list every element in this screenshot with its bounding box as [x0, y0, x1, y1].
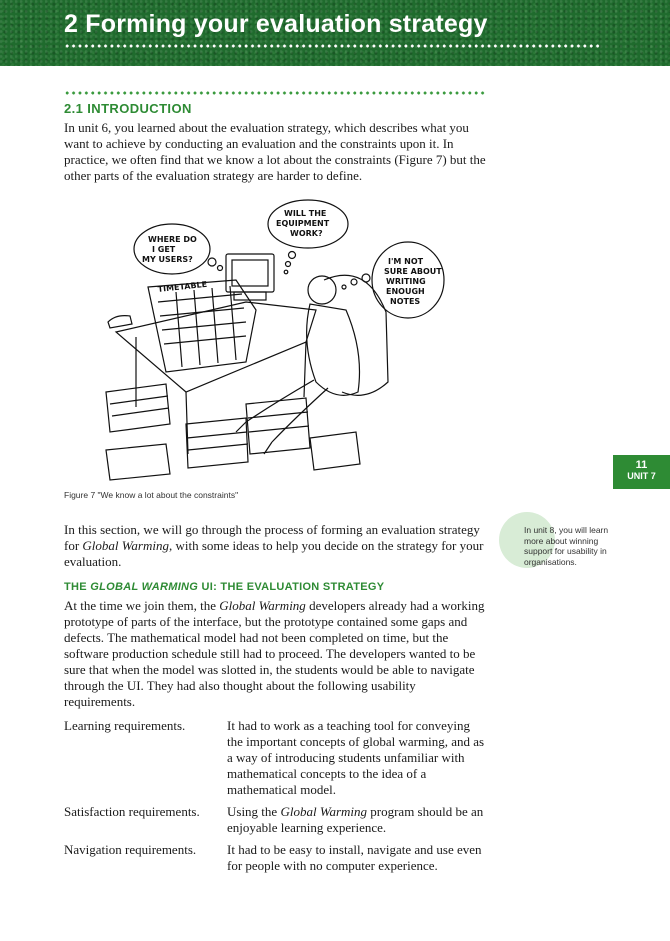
svg-text:MY USERS?: MY USERS?	[142, 255, 193, 264]
strategy-paragraph: At the time we join them, the Global Warming developers already had a working prototype of parts of the interface, but the prototype contained some gaps and defects. The mathematical model had not been completed on time, but the software production schedule still had to proceed. The developers wanted to be sure that when the model was slotted in, the students would be able to navigate through the UI. They had also thought about the following usability requirements.	[64, 598, 485, 709]
svg-text:WILL THE: WILL THE	[284, 209, 327, 218]
chapter-title: 2 Forming your evaluation strategy	[64, 10, 488, 38]
person-head	[308, 276, 336, 304]
svg-text:WHERE DO: WHERE DO	[148, 235, 197, 244]
paper-pile-center	[186, 418, 248, 468]
unit-tab	[613, 455, 670, 489]
margin-note: In unit 8, you will learn more about winning support for usability in organisations.	[524, 525, 609, 567]
banner-dotted-rule	[64, 44, 602, 48]
person-body	[307, 304, 360, 395]
svg-text:SURE ABOUT: SURE ABOUT	[384, 267, 442, 276]
requirement-text: It had to be easy to install, navigate and use even for people with no computer experience.	[227, 842, 482, 873]
svg-text:ENOUGH: ENOUGH	[386, 287, 425, 296]
bubble-text-right	[384, 257, 442, 306]
sub-heading: THE GLOBAL WARMING UI: THE EVALUATION STRATEGY	[64, 581, 385, 593]
paper-pile-left	[106, 384, 170, 432]
requirement-text: Using the Global Warming program should be an enjoyable learning experience.	[227, 804, 484, 835]
requirement-label: Navigation requirements.	[64, 842, 197, 857]
requirement-label: Learning requirements.	[64, 718, 186, 733]
unit-tab-label: UNIT 7	[627, 471, 656, 481]
telephone	[108, 316, 132, 328]
bubble-text-center	[276, 209, 330, 238]
paper-pile-right	[246, 398, 310, 454]
intro-paragraph: In unit 6, you learned about the evaluation strategy, which describes what you want to achieve by conducting an evaluation and the constraints upon it. In practice, we often find that we know a lot about the constraints (Figure 7) but the other parts of the evaluation strategy are harder to define.	[64, 120, 486, 183]
svg-text:WRITING: WRITING	[386, 277, 426, 286]
svg-text:I'M NOT: I'M NOT	[388, 257, 424, 266]
chapter-banner	[0, 0, 670, 66]
desk	[116, 302, 316, 392]
timetable-label: TIMETABLE	[157, 279, 208, 294]
person-legs	[246, 380, 328, 442]
section-heading: 2.1 INTRODUCTION	[64, 101, 192, 116]
unit-tab-number: 11	[635, 459, 648, 471]
figure-caption: Figure 7 "We know a lot about the constraints"	[64, 490, 239, 500]
section-dotted-rule	[64, 91, 486, 95]
armchair	[324, 275, 388, 395]
section-paragraph: In this section, we will go through the process of forming an evaluation strategy for Global Warming, with some ideas to help you decide on the strategy for your evaluation.	[64, 522, 484, 569]
requirement-label: Satisfaction requirements.	[64, 804, 200, 819]
book-stack	[310, 432, 360, 470]
cartoon-illustration	[96, 192, 468, 484]
requirement-text: It had to work as a teaching tool for conveying the important concepts of global warming, and as a way of introducing students unfamiliar with mathematical concepts to the idea of a mathematical model.	[227, 718, 485, 797]
svg-text:I GET: I GET	[152, 245, 176, 254]
svg-text:WORK?: WORK?	[290, 229, 323, 238]
svg-text:NOTES: NOTES	[390, 297, 421, 306]
bubble-text-left	[142, 235, 197, 264]
svg-text:EQUIPMENT: EQUIPMENT	[276, 219, 330, 228]
